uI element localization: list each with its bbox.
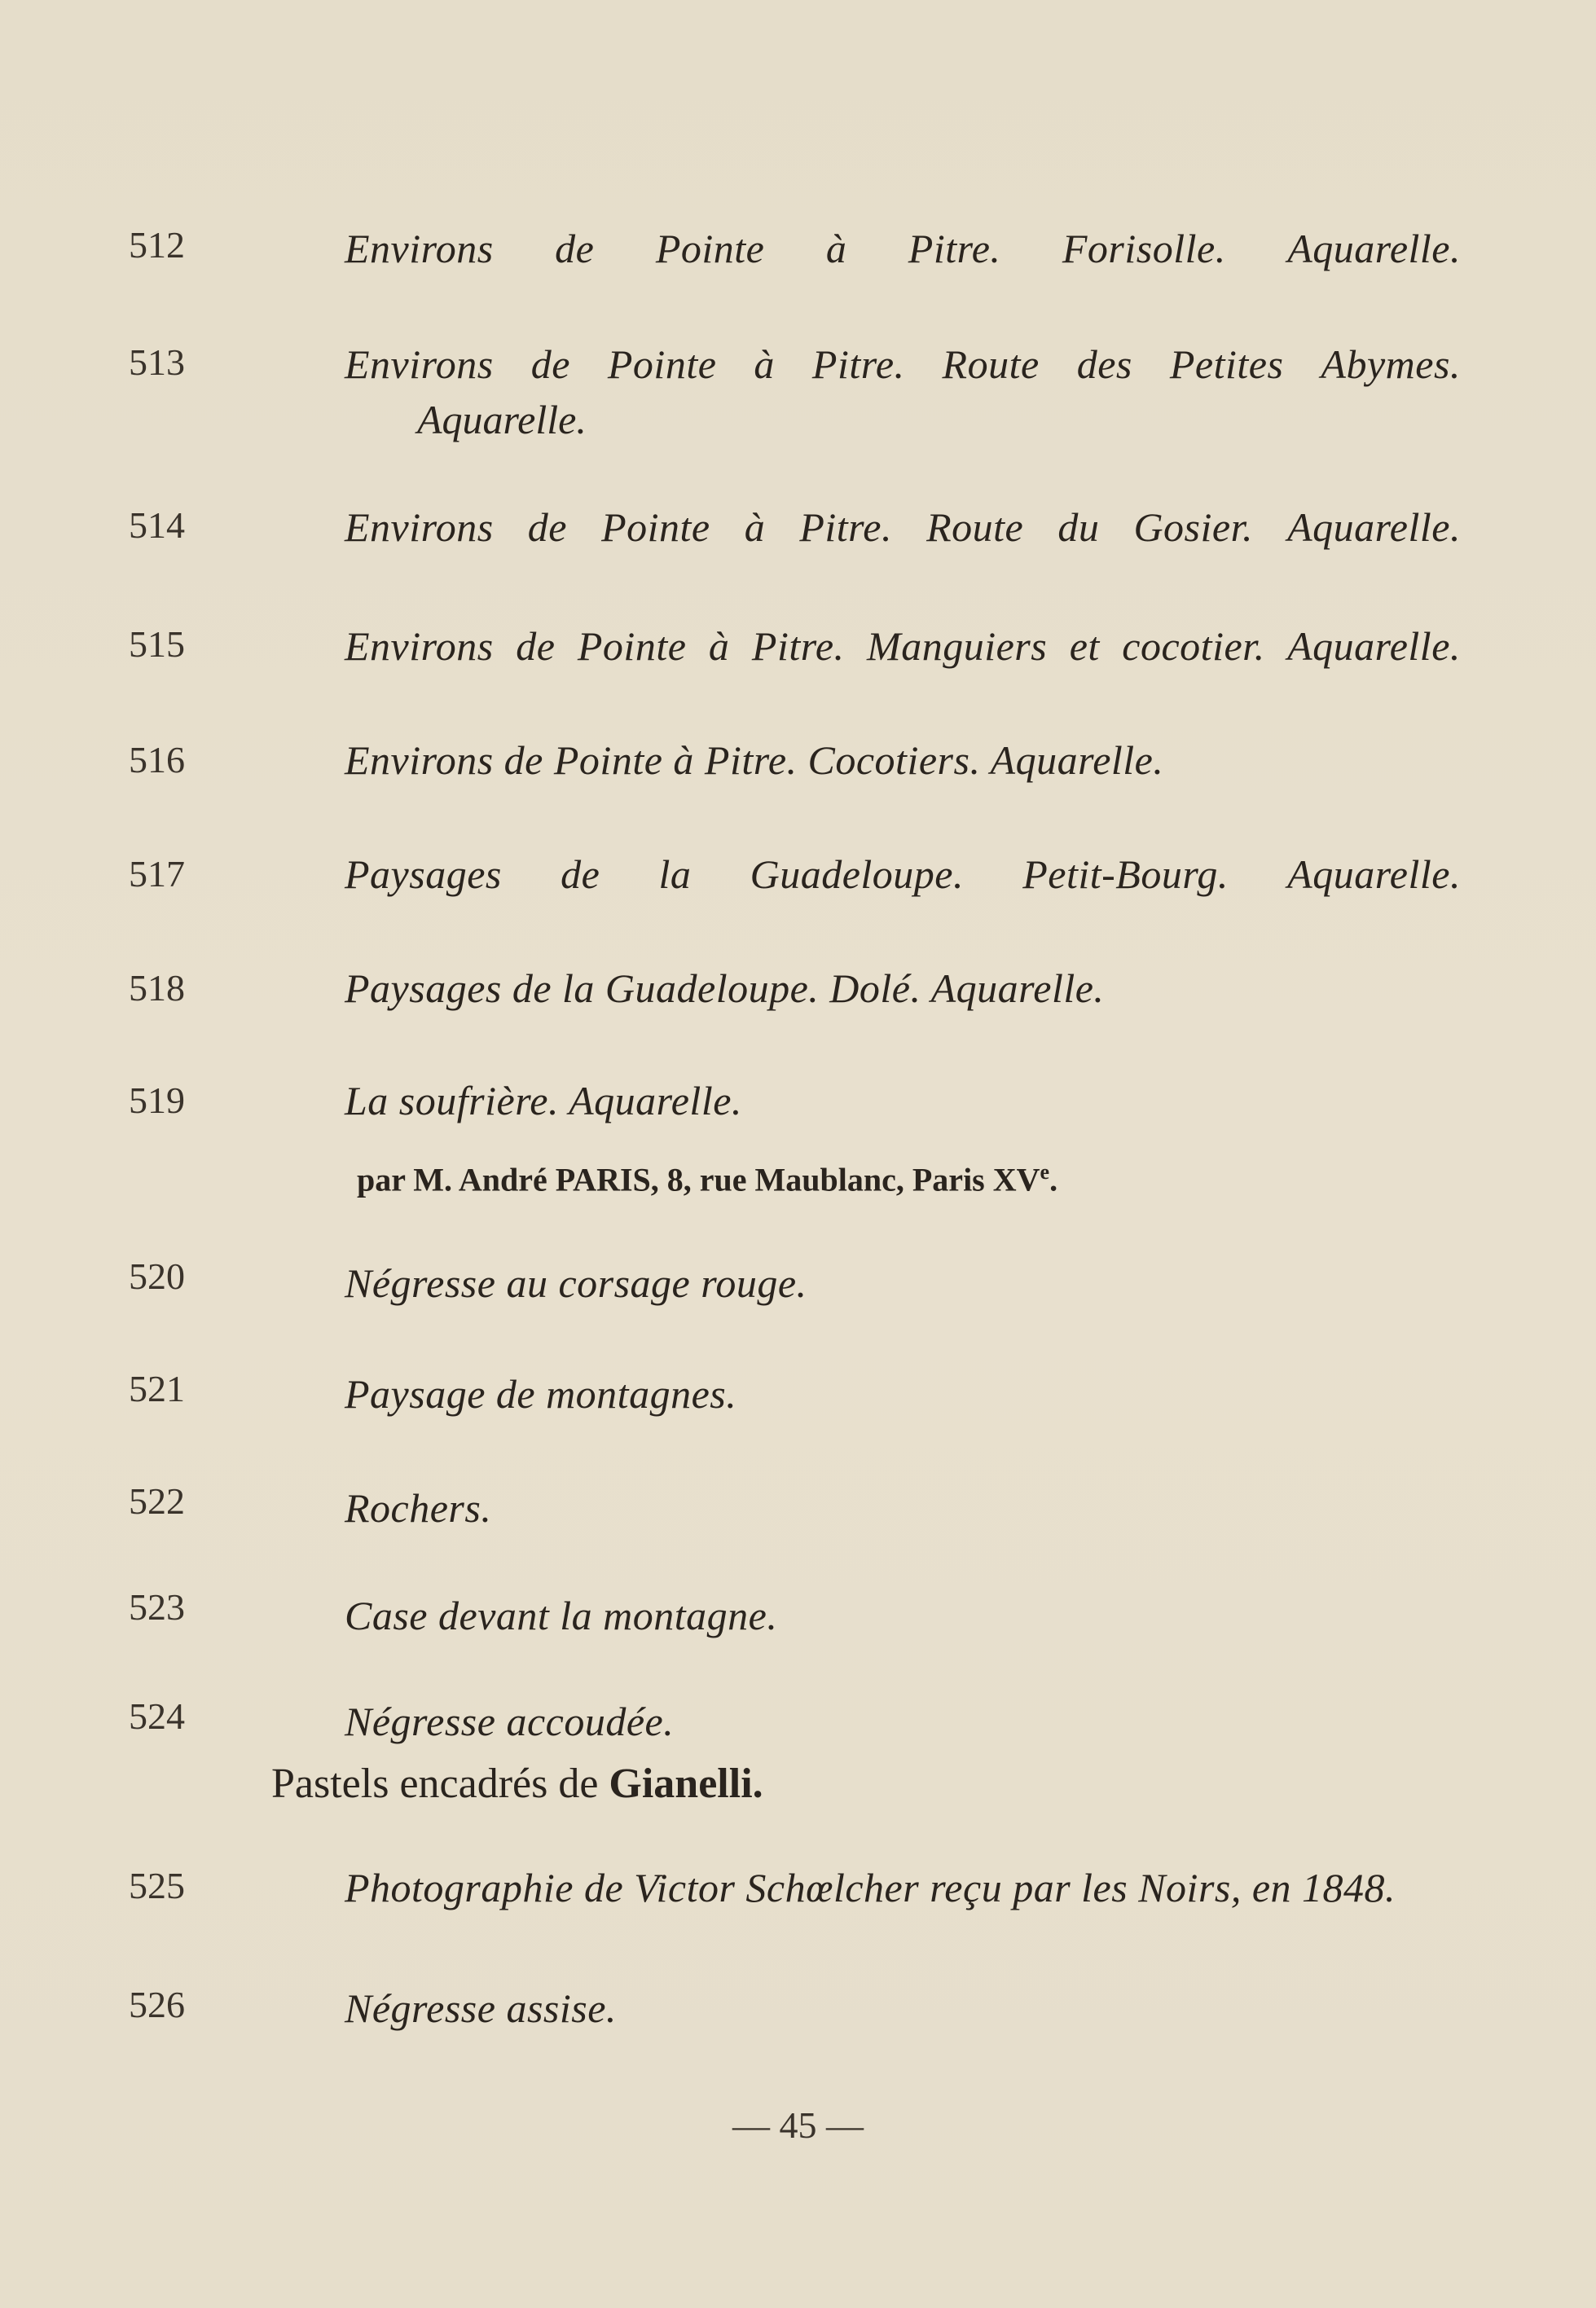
word: Route — [926, 504, 1024, 550]
word: cocotier. — [1122, 623, 1265, 669]
word: des — [1076, 341, 1132, 387]
entry-number: 522 — [129, 1480, 185, 1522]
entry-number: 516 — [129, 739, 185, 780]
word: la — [658, 851, 692, 897]
word: et — [1069, 623, 1100, 669]
entry-title: Négresse accoudée. — [345, 1699, 675, 1744]
entry-number: 518 — [129, 967, 185, 1009]
word: de — [516, 623, 556, 669]
entry-title: Case devant la montagne. — [345, 1593, 778, 1638]
entry-title — [345, 851, 1461, 897]
word: Pitre. — [799, 504, 892, 550]
artist-name: Gianelli. — [609, 1761, 763, 1807]
entry-title: Photographie de Victor Schœlcher reçu par les Noirs, en 1848. — [345, 1865, 1396, 1910]
word: Aquarelle. — [1287, 851, 1461, 897]
word: à — [708, 623, 730, 669]
word: Aquarelle. — [1287, 226, 1461, 271]
section-heading — [271, 1763, 763, 1805]
entry-number: 512 — [129, 224, 185, 266]
word: Petites — [1169, 341, 1284, 387]
word: de — [561, 851, 600, 897]
word: Aquarelle. — [1287, 623, 1461, 669]
attribution-text: par M. André PARIS, 8, rue Maublanc, Paris XV — [357, 1161, 1040, 1198]
word: Pitre. — [908, 226, 1001, 271]
entry-title — [345, 341, 1461, 387]
word: Environs — [345, 226, 494, 271]
entry-title: Paysages de la Guadeloupe. Dolé. Aquarelle. — [345, 965, 1105, 1011]
entry-title: La soufrière. Aquarelle. — [345, 1078, 742, 1123]
entry-title: Négresse assise. — [345, 1985, 617, 2031]
entry-title: Paysage de montagnes. — [345, 1371, 737, 1417]
entry-title — [345, 504, 1461, 550]
entry-number: 513 — [129, 341, 185, 383]
entry-number: 524 — [129, 1695, 185, 1737]
entry-number: 519 — [129, 1079, 185, 1121]
word: Pointe — [601, 504, 710, 550]
word: Abymes. — [1321, 341, 1461, 387]
word: Pitre. — [811, 341, 905, 387]
word: Paysages — [345, 851, 502, 897]
entry-title — [345, 623, 1461, 669]
section-heading-text: Pastels encadrés de — [271, 1761, 609, 1807]
word: du — [1057, 504, 1100, 550]
entry-number: 517 — [129, 853, 185, 895]
word: Pointe — [577, 623, 687, 669]
entry-title: Négresse au corsage rouge. — [345, 1260, 807, 1306]
entry-number: 514 — [129, 504, 185, 546]
word: Environs — [345, 504, 494, 550]
word: de — [555, 226, 595, 271]
entry-number: 526 — [129, 1984, 185, 2025]
word: à — [744, 504, 766, 550]
word: Forisolle. — [1062, 226, 1226, 271]
entry-title — [345, 228, 1461, 269]
word: Gosier. — [1133, 504, 1254, 550]
page-number: — 45 — — [732, 2104, 864, 2146]
entry-number: 523 — [129, 1586, 185, 1628]
entry-number: 525 — [129, 1865, 185, 1906]
word: à — [825, 226, 847, 271]
word: Aquarelle. — [1287, 504, 1461, 550]
word: de — [527, 504, 567, 550]
entry-number: 521 — [129, 1368, 185, 1409]
word: Environs — [345, 623, 494, 669]
entry-title-continuation: Aquarelle. — [417, 397, 587, 442]
word: Pointe — [655, 226, 765, 271]
word: Environs — [345, 341, 494, 387]
entry-number: 520 — [129, 1255, 185, 1297]
word: Petit-Bourg. — [1022, 851, 1229, 897]
word: de — [530, 341, 570, 387]
entry-title: Rochers. — [345, 1485, 492, 1531]
attribution — [357, 1162, 1057, 1196]
entry-number: 515 — [129, 623, 185, 665]
word: Route — [942, 341, 1040, 387]
word: Pitre. — [751, 623, 845, 669]
word: Pointe — [607, 341, 717, 387]
word: Guadeloupe. — [750, 851, 964, 897]
entry-title: Environs de Pointe à Pitre. Cocotiers. Aquarelle. — [345, 737, 1164, 783]
word: Manguiers — [867, 623, 1048, 669]
attribution-superscript: e — [1040, 1160, 1050, 1184]
attribution-punctuation: . — [1049, 1161, 1058, 1198]
word: à — [754, 341, 775, 387]
